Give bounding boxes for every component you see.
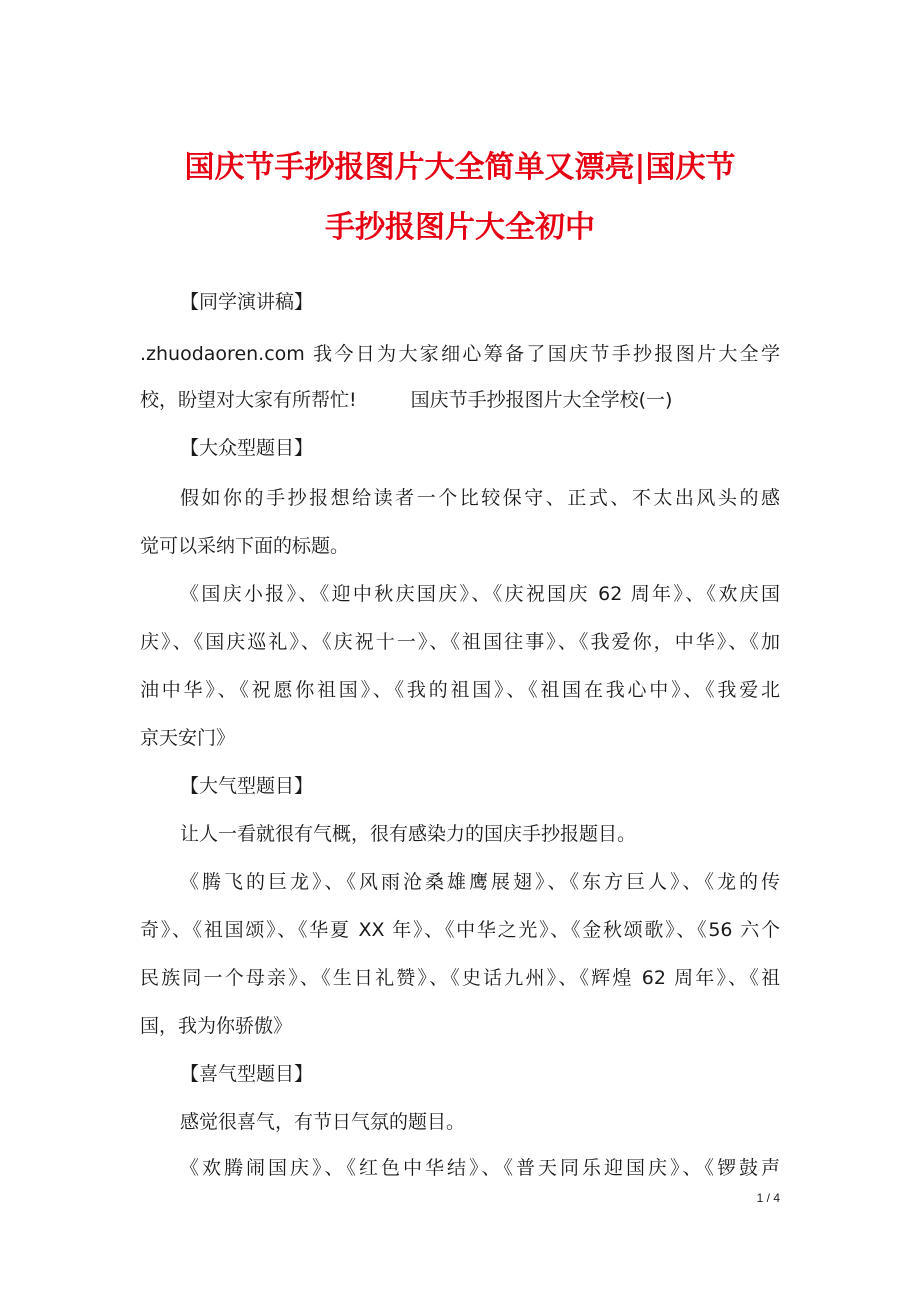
paragraph-line: 让人一看就很有气概，很有感染力的国庆手抄报题目。	[180, 823, 637, 845]
paragraph-line: 京天安门》	[140, 727, 236, 749]
document-title	[120, 138, 800, 258]
section-heading-speech: 【同学演讲稿】	[180, 291, 314, 313]
paragraph-line: 庆》、《国庆巡礼》、《庆祝十一》、《祖国往事》、《我爱你，中华》、《加	[140, 631, 780, 653]
paragraph-line: 《国庆小报》、《迎中秋庆国庆》、《庆祝国庆 62 周年》、《欢庆国	[180, 583, 780, 605]
paragraph-line: 《欢腾闹国庆》、《红色中华结》、《普天同乐迎国庆》、《锣鼓声	[180, 1157, 780, 1179]
section-heading-grand: 【大气型题目】	[180, 775, 314, 797]
paragraph-line: 油中华》、《祝愿你祖国》、《我的祖国》、《祖国在我心中》、《我爱北	[140, 679, 780, 701]
page-number: 1 / 4	[756, 1191, 780, 1205]
paragraph-line: 民族同一个母亲》、《生日礼赞》、《史话九州》、《辉煌 62 周年》、《祖	[140, 967, 780, 989]
paragraph-line: 假如你的手抄报想给读者一个比较保守、正式、不太出风头的感	[180, 487, 780, 509]
section-heading-festive: 【喜气型题目】	[180, 1063, 314, 1085]
paragraph-line: 《腾飞的巨龙》、《风雨沧桑雄鹰展翅》、《东方巨人》、《龙的传	[180, 871, 780, 893]
paragraph-fragment: 校，盼望对大家有所帮忙!	[140, 389, 357, 411]
title-line-1: 国庆节手抄报图片大全简单又漂亮|国庆节	[184, 150, 736, 185]
paragraph-line: 奇》、《祖国颂》、《华夏 XX 年》、《中华之光》、《金秋颂歌》、《56 六个	[140, 919, 780, 941]
title-line-2: 手抄报图片大全初中	[325, 210, 595, 245]
paragraph-line: 国，我为你骄傲》	[140, 1015, 293, 1037]
paragraph-line	[140, 386, 780, 414]
paragraph-fragment: 国庆节手抄报图片大全学校(一)	[410, 389, 673, 411]
paragraph-line: 感觉很喜气，有节日气氛的题目。	[180, 1111, 466, 1133]
paragraph-line: 觉可以采纳下面的标题。	[140, 535, 350, 557]
paragraph-line: .zhuodaoren.com 我今日为大家细心筹备了国庆节手抄报图片大全学	[140, 343, 780, 365]
section-heading-popular: 【大众型题目】	[180, 437, 314, 459]
